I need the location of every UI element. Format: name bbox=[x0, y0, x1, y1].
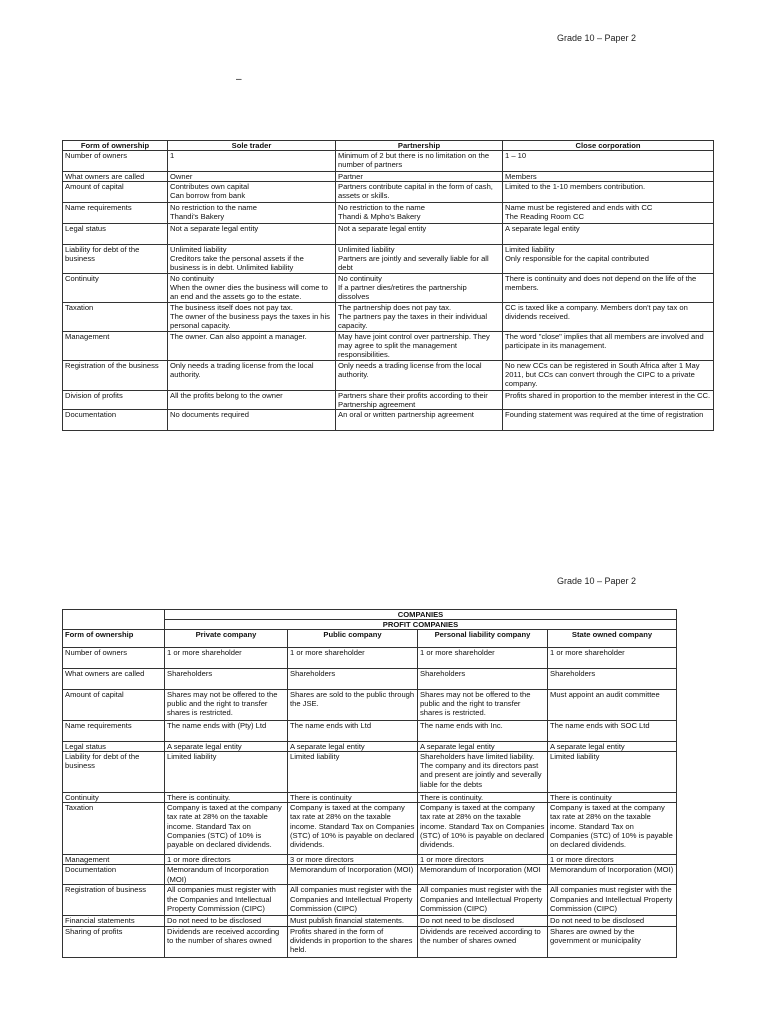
table-cell: 1 or more shareholder bbox=[288, 648, 418, 669]
table-cell: No documents required bbox=[168, 410, 336, 431]
row-header-cell: Liability for debt of the business bbox=[63, 752, 165, 793]
table-row bbox=[63, 865, 677, 885]
table-cell: All companies must register with the Companies and Intellectual Property Commission (CIPC) bbox=[165, 885, 288, 916]
table-row bbox=[63, 274, 714, 303]
table-cell: 1 or more directors bbox=[418, 855, 548, 865]
page-header-top: Grade 10 – Paper 2 bbox=[557, 33, 637, 43]
table-cell: Only needs a trading license from the local authority. bbox=[336, 361, 503, 391]
table-cell: The business itself does not pay tax. The owner of the business pays the taxes in his personal capacity. bbox=[168, 303, 336, 332]
table-cell: The word "close" implies that all members are involved and participate in its management. bbox=[503, 332, 714, 361]
table-cell: A separate legal entity bbox=[288, 742, 418, 752]
table-cell: Unlimited liability Partners are jointly and severally liable for all debt bbox=[336, 245, 503, 274]
row-header-cell: Legal status bbox=[63, 224, 168, 245]
table-cell: A separate legal entity bbox=[418, 742, 548, 752]
row-header-cell: Documentation bbox=[63, 865, 165, 885]
table-cell: Profits shared in proportion to the member interest in the CC. bbox=[503, 391, 714, 410]
row-header-cell: Liability for debt of the business bbox=[63, 245, 168, 274]
table-row bbox=[63, 721, 677, 742]
table-cell: There is continuity bbox=[548, 793, 677, 803]
table-row bbox=[63, 203, 714, 224]
table-cell: Company is taxed at the company tax rate at 28% on the taxable income. Standard Tax on Companies (STC) of 10% is payable on declared dividends. bbox=[288, 803, 418, 855]
table-cell: There is continuity. bbox=[418, 793, 548, 803]
table-cell: There is continuity. bbox=[165, 793, 288, 803]
table-cell: Memorandum of Incorporation (MOI) bbox=[548, 865, 677, 885]
table-row bbox=[63, 669, 677, 690]
table-cell: Company is taxed at the company tax rate at 28% on the taxable income. Standard Tax on Companies (STC) of 10% is payable on declared dividends. bbox=[418, 803, 548, 855]
table-row bbox=[63, 332, 714, 361]
table-cell: Do not need to be disclosed bbox=[165, 916, 288, 926]
table-cell: 3 or more directors bbox=[288, 855, 418, 865]
table-row bbox=[63, 151, 714, 172]
table-cell: Shareholders bbox=[288, 669, 418, 690]
row-header-cell: Taxation bbox=[63, 803, 165, 855]
table-cell: Partner bbox=[336, 172, 503, 182]
table-cell: 1 bbox=[168, 151, 336, 172]
table-cell: Company is taxed at the company tax rate at 28% on the taxable income. Standard Tax on Companies (STC) of 10% is payable on declared dividends. bbox=[165, 803, 288, 855]
table-cell: Limited liability bbox=[548, 752, 677, 793]
table-row bbox=[63, 224, 714, 245]
row-header-cell: Number of owners bbox=[63, 648, 165, 669]
table-cell: There is continuity and does not depend on the life of the members. bbox=[503, 274, 714, 303]
row-header-cell: Division of profits bbox=[63, 391, 168, 410]
table-row bbox=[63, 648, 677, 669]
table-cell: All companies must register with the Companies and Intellectual Property Commission (CIPC) bbox=[418, 885, 548, 916]
table-row bbox=[63, 245, 714, 274]
companies-table bbox=[62, 609, 677, 958]
table-cell: Contributes own capital Can borrow from bank bbox=[168, 182, 336, 203]
table-cell: The partnership does not pay tax. The partners pay the taxes in their individual capacity. bbox=[336, 303, 503, 332]
table-row bbox=[63, 172, 714, 182]
column-header: Close corporation bbox=[503, 141, 714, 151]
table-cell: The owner. Can also appoint a manager. bbox=[168, 332, 336, 361]
row-header-cell: Registration of business bbox=[63, 885, 165, 916]
table-cell: Limited liability Only responsible for the capital contributed bbox=[503, 245, 714, 274]
table-cell: Members bbox=[503, 172, 714, 182]
table-cell: The name ends with SOC Ltd bbox=[548, 721, 677, 742]
table-cell: Partners contribute capital in the form of cash, assets or skills. bbox=[336, 182, 503, 203]
table-row bbox=[63, 803, 677, 855]
table-cell: Founding statement was required at the time of registration bbox=[503, 410, 714, 431]
column-header: Partnership bbox=[336, 141, 503, 151]
table-cell: Limited to the 1-10 members contribution. bbox=[503, 182, 714, 203]
table-cell: Must publish financial statements. bbox=[288, 916, 418, 926]
column-header: Private company bbox=[165, 630, 288, 648]
table-cell: Owner bbox=[168, 172, 336, 182]
row-header-cell: Name requirements bbox=[63, 721, 165, 742]
table-cell: All companies must register with the Companies and Intellectual Property Commission (CIPC) bbox=[288, 885, 418, 916]
row-header-cell: Financial statements bbox=[63, 916, 165, 926]
table-row bbox=[63, 916, 677, 926]
table-cell: Shares may not be offered to the public and the right to transfer shares is restricted. bbox=[165, 690, 288, 721]
table-cell: The name ends with Inc. bbox=[418, 721, 548, 742]
table-row bbox=[63, 926, 677, 957]
row-header-cell: What owners are called bbox=[63, 172, 168, 182]
table-cell: Shareholders bbox=[418, 669, 548, 690]
table-cell: 1 or more directors bbox=[548, 855, 677, 865]
column-header: Sole trader bbox=[168, 141, 336, 151]
blank-corner-cell bbox=[63, 620, 165, 630]
dash-mark: – bbox=[236, 74, 242, 85]
table-cell: Partners share their profits according to their Partnership agreement bbox=[336, 391, 503, 410]
row-header-cell: Amount of capital bbox=[63, 182, 168, 203]
table-cell: The name ends with (Pty) Ltd bbox=[165, 721, 288, 742]
table-cell: Dividends are received according to the number of shares owned bbox=[165, 926, 288, 957]
table-cell: Do not need to be disclosed bbox=[418, 916, 548, 926]
table-cell: Minimum of 2 but there is no limitation on the number of partners bbox=[336, 151, 503, 172]
table-cell: 1 or more directors bbox=[165, 855, 288, 865]
row-header-cell: Documentation bbox=[63, 410, 168, 431]
table-cell: Shares may not be offered to the public and the right to transfer shares is restricted. bbox=[418, 690, 548, 721]
table-cell: The name ends with Ltd bbox=[288, 721, 418, 742]
page-header-bottom: Grade 10 – Paper 2 bbox=[557, 576, 637, 586]
table-cell: Company is taxed at the company tax rate at 28% on the taxable income. Standard Tax on Companies (STC) of 10% is payable on declared dividends. bbox=[548, 803, 677, 855]
table-row bbox=[63, 752, 677, 793]
table-cell: There is continuity bbox=[288, 793, 418, 803]
table-row bbox=[63, 793, 677, 803]
row-header-cell: Amount of capital bbox=[63, 690, 165, 721]
row-header-cell: Management bbox=[63, 332, 168, 361]
column-header: State owned company bbox=[548, 630, 677, 648]
row-header-cell: Taxation bbox=[63, 303, 168, 332]
table-cell: Shareholders have limited liability. The company and its directors past and present are jointly and severally liable for the debts bbox=[418, 752, 548, 793]
ownership-comparison-table bbox=[62, 140, 714, 431]
table-cell: 1 or more shareholder bbox=[548, 648, 677, 669]
table-cell: All companies must register with the Companies and Intellectual Property Commission (CIPC) bbox=[548, 885, 677, 916]
table-cell: Shareholders bbox=[548, 669, 677, 690]
row-header-cell: Registration of the business bbox=[63, 361, 168, 391]
table-cell: Memorandum of Incorporation (MOI) bbox=[288, 865, 418, 885]
table-cell: Shareholders bbox=[165, 669, 288, 690]
group-header-companies: COMPANIES bbox=[165, 610, 677, 620]
table-cell: Do not need to be disclosed bbox=[548, 916, 677, 926]
column-header: Form of ownership bbox=[63, 141, 168, 151]
table-cell: Memorandum of Incorporation (MOI) bbox=[165, 865, 288, 885]
column-header: Public company bbox=[288, 630, 418, 648]
table-cell: No restriction to the name Thandi's Bakery bbox=[168, 203, 336, 224]
row-header-cell: Continuity bbox=[63, 793, 165, 803]
table-cell: 1 – 10 bbox=[503, 151, 714, 172]
row-header-cell: Continuity bbox=[63, 274, 168, 303]
table-cell: Limited liability bbox=[165, 752, 288, 793]
row-header-cell: What owners are called bbox=[63, 669, 165, 690]
table-cell: Memorandum of Incorporation (MOI bbox=[418, 865, 548, 885]
table-cell: Must appoint an audit committee bbox=[548, 690, 677, 721]
row-header-cell: Number of owners bbox=[63, 151, 168, 172]
row-header-cell: Management bbox=[63, 855, 165, 865]
table-row bbox=[63, 410, 714, 431]
table-row bbox=[63, 855, 677, 865]
table-cell: CC is taxed like a company. Members don't pay tax on dividends received. bbox=[503, 303, 714, 332]
table-cell: Unlimited liability Creditors take the personal assets if the business is in debt. Unlimited liability bbox=[168, 245, 336, 274]
column-header: Form of ownership bbox=[63, 630, 165, 648]
table-cell: 1 or more shareholder bbox=[165, 648, 288, 669]
row-header-cell: Sharing of profits bbox=[63, 926, 165, 957]
table-cell: Only needs a trading license from the local authority. bbox=[168, 361, 336, 391]
table-cell: No continuity When the owner dies the business will come to an end and the assets go to the estate. bbox=[168, 274, 336, 303]
table-cell: Shares are owned by the government or municipality bbox=[548, 926, 677, 957]
table-cell: Profits shared in the form of dividends in proportion to the shares held. bbox=[288, 926, 418, 957]
table-cell: A separate legal entity bbox=[548, 742, 677, 752]
table-row bbox=[63, 690, 677, 721]
table-cell: A separate legal entity bbox=[165, 742, 288, 752]
table-row bbox=[63, 885, 677, 916]
table-row bbox=[63, 391, 714, 410]
table-cell: A separate legal entity bbox=[503, 224, 714, 245]
table-cell: Not a separate legal entity bbox=[168, 224, 336, 245]
table-cell: No restriction to the name Thandi & Mpho's Bakery bbox=[336, 203, 503, 224]
table-cell: No continuity If a partner dies/retires the partnership dissolves bbox=[336, 274, 503, 303]
table-cell: Dividends are received according to the number of shares owned bbox=[418, 926, 548, 957]
row-header-cell: Legal status bbox=[63, 742, 165, 752]
table-cell: 1 or more shareholder bbox=[418, 648, 548, 669]
group-header-profit-companies: PROFIT COMPANIES bbox=[165, 620, 677, 630]
table-cell: May have joint control over partnership. They may agree to split the management responsibilities. bbox=[336, 332, 503, 361]
table-cell: All the profits belong to the owner bbox=[168, 391, 336, 410]
table-cell: Shares are sold to the public through the JSE. bbox=[288, 690, 418, 721]
table-cell: Limited liability bbox=[288, 752, 418, 793]
table-cell: No new CCs can be registered in South Africa after 1 May 2011, but CCs can convert through the CIPC to a private company. bbox=[503, 361, 714, 391]
table-row bbox=[63, 182, 714, 203]
row-header-cell: Name requirements bbox=[63, 203, 168, 224]
table-cell: An oral or written partnership agreement bbox=[336, 410, 503, 431]
blank-corner-cell bbox=[63, 610, 165, 620]
table-cell: Not a separate legal entity bbox=[336, 224, 503, 245]
table-row bbox=[63, 742, 677, 752]
table-cell: Name must be registered and ends with CC The Reading Room CC bbox=[503, 203, 714, 224]
table-row bbox=[63, 361, 714, 391]
column-header: Personal liability company bbox=[418, 630, 548, 648]
table-row bbox=[63, 303, 714, 332]
